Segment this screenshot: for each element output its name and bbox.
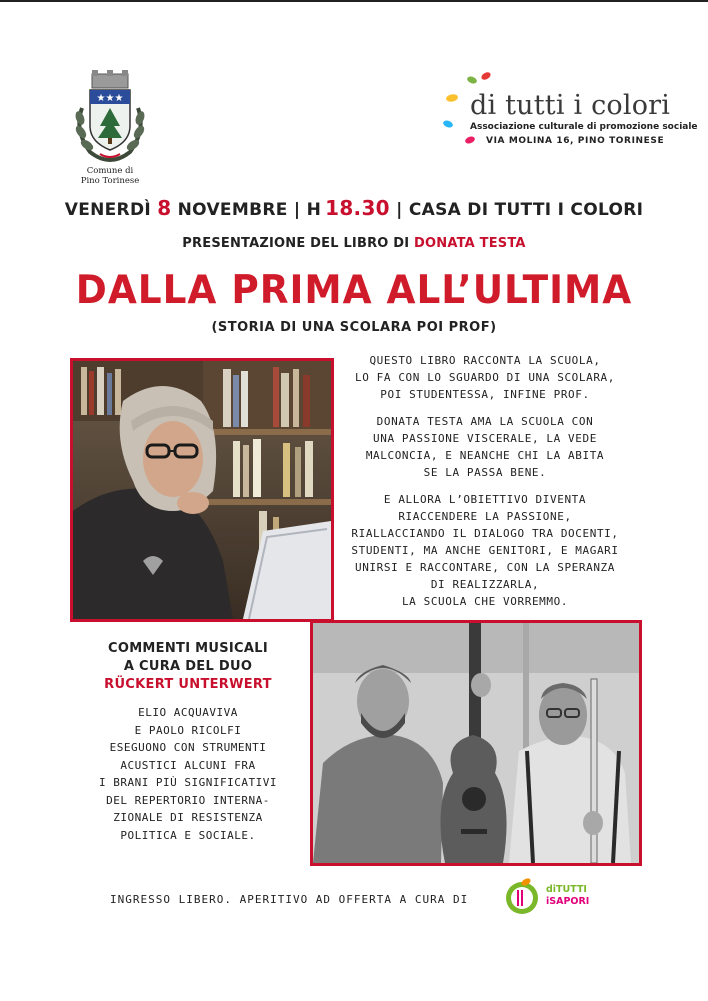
- text-line: DI REALIZZARLA,: [430, 578, 540, 591]
- duo-name: RÜCKERT UNTERWERT: [104, 677, 272, 692]
- separator: |: [396, 200, 403, 220]
- sponsor-logo-line-1: diTUTTI: [546, 884, 587, 895]
- event-day-label: VENERDÌ: [64, 200, 151, 220]
- municipality-caption-line-2: Pino Torinese: [80, 176, 140, 186]
- author-photo-illustration: [73, 361, 331, 619]
- music-heading-line-2: A CURA DEL DUO: [123, 659, 253, 674]
- association-subtitle: Associazione culturale di promozione sociale: [470, 122, 698, 132]
- text-line: UNIRSI E RACCONTARE, CON LA SPERANZA: [354, 561, 615, 574]
- text-line: ESEGUONO CON STRUMENTI: [109, 741, 267, 754]
- municipality-caption: [68, 166, 152, 186]
- music-heading-line-1: COMMENTI MUSICALI: [108, 641, 268, 656]
- text-line: E PAOLO RICOLFI: [134, 723, 242, 737]
- description-paragraph-2: [338, 413, 632, 481]
- author-name: DONATA TESTA: [414, 236, 526, 251]
- event-venue: CASA DI TUTTI I COLORI: [408, 200, 644, 220]
- text-line: ZIONALE DI RESISTENZA: [113, 811, 263, 824]
- text-line: POI STUDENTESSA, INFINE PROF.: [380, 388, 590, 401]
- municipality-logo: [68, 68, 152, 186]
- music-description: [70, 704, 306, 844]
- duo-photo-illustration: [313, 623, 639, 863]
- sponsor-logo-line-2: iSAPORI: [546, 896, 590, 907]
- description-paragraph-3: [338, 491, 632, 610]
- text-line: POLITICA E SOCIALE.: [120, 828, 256, 842]
- text-line: UNA PASSIONE VISCERALE, LA VEDE: [373, 432, 597, 445]
- book-description: [338, 352, 632, 620]
- presentation-prefix: PRESENTAZIONE DEL LIBRO DI: [182, 236, 410, 251]
- author-photo: [70, 358, 334, 622]
- book-subtitle: (STORIA DI UNA SCOLARA POI PROF): [211, 320, 497, 335]
- event-month: NOVEMBRE: [177, 200, 288, 220]
- apple-logo-icon: [500, 876, 544, 916]
- event-hour-prefix: H: [306, 200, 322, 220]
- text-line: DONATA TESTA AMA LA SCUOLA CON: [376, 415, 594, 428]
- association-address: VIA MOLINA 16, PINO TORINESE: [486, 136, 665, 146]
- music-section: [70, 640, 306, 844]
- text-line: MALCONCIA, E NEANCHE CHI LA ABITA: [365, 449, 605, 462]
- association-name: di tutti i colori: [470, 90, 671, 121]
- text-line: ELIO ACQUAVIVA: [138, 706, 238, 719]
- coat-of-arms-icon: [70, 68, 150, 164]
- svg-text:★★★: ★★★: [96, 93, 124, 104]
- top-border: [0, 0, 708, 2]
- text-line: QUESTO LIBRO RACCONTA LA SCUOLA,: [369, 354, 601, 367]
- event-day-number: 8: [157, 196, 172, 220]
- text-line: ACUSTICI ALCUNI FRA: [120, 758, 256, 772]
- text-line: E ALLORA L’OBIETTIVO DIVENTA: [383, 493, 587, 506]
- event-time: 18.30: [325, 196, 390, 220]
- text-line: LA SCUOLA CHE VORREMMO.: [401, 595, 569, 608]
- sponsor-logo: [500, 876, 592, 916]
- text-line: I BRANI PIÙ SIGNIFICATIVI: [98, 776, 278, 789]
- text-line: RIACCENDERE LA PASSIONE,: [398, 510, 572, 523]
- event-dateline: [0, 196, 708, 220]
- description-paragraph-1: [338, 352, 632, 403]
- presentation-line: [0, 236, 708, 251]
- text-line: LO FA CON LO SGUARDO DI UNA SCOLARA,: [354, 371, 615, 384]
- text-line: RIALLACCIANDO IL DIALOGO TRA DOCENTI,: [351, 527, 619, 540]
- association-logo: [440, 68, 698, 152]
- text-line: DEL REPERTORIO INTERNA-: [106, 793, 270, 807]
- footer-text: INGRESSO LIBERO. APERITIVO AD OFFERTA A CURA DI: [110, 893, 469, 906]
- text-line: STUDENTI, MA ANCHE GENITORI, E MAGARI: [351, 544, 619, 557]
- municipality-caption-line-1: Comune di: [86, 166, 134, 176]
- text-line: SE LA PASSA BENE.: [423, 466, 547, 479]
- book-title: DALLA PRIMA ALL’ULTIMA: [75, 268, 633, 313]
- separator: |: [293, 200, 301, 220]
- duo-photo: [310, 620, 642, 866]
